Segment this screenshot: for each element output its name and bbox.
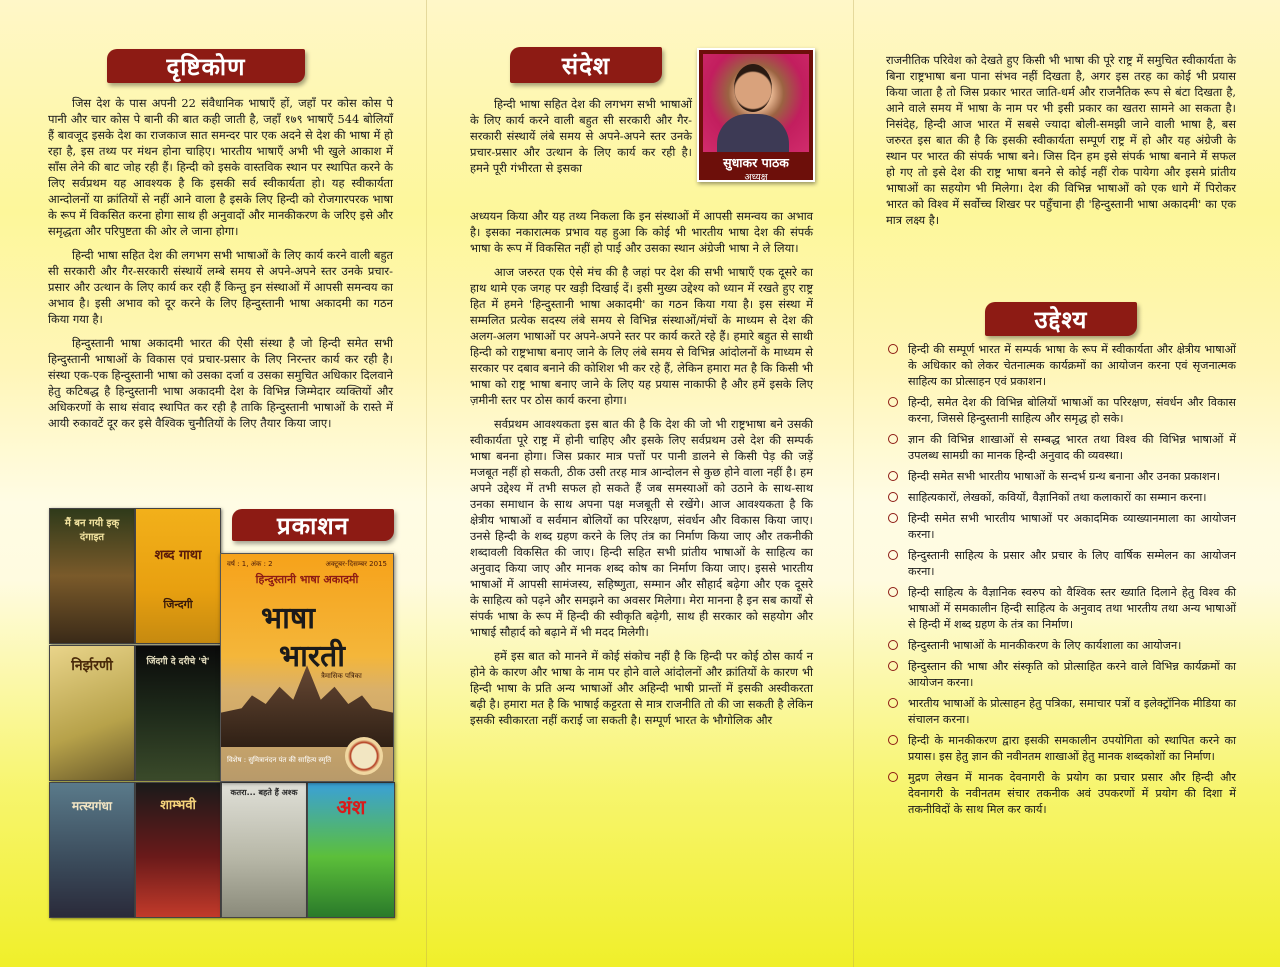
book-title: मैं बन गयी इक् दंगाइत (64, 518, 120, 543)
objective-text: हिन्दी समेत सभी भारतीय भाषाओं के सन्दर्भ ग्रन्थ बनाना और उनका प्रकाशन। (908, 470, 1221, 483)
objective-text: हिन्दी के मानकीकरण द्वारा इसकी समकालीन उपयोगिता को स्थापित करने का प्रयास। इस हेतु ज्ञान की नवीनतम शाखाओं हेतु मानक शब्दकोशों का निर्माण। (908, 734, 1236, 763)
photo-head (734, 64, 772, 112)
objective-text: हिन्दी, समेत देश की विभिन्न बोलियों भाषाओं का परिरक्षण, संवर्धन और विकास करना, जिससे हिन्दुस्तानी साहित्य और समृद्ध हो सके। (908, 396, 1236, 425)
magazine-title-2: भारती (279, 639, 345, 674)
book-cover-5 (49, 782, 135, 918)
message-text (470, 208, 813, 736)
message-paragraph-1: अध्ययन किया और यह तथ्य निकला कि इन संस्थाओं में आपसी समन्वय का अभाव है। इसका नकारात्मक प्रभाव यह हुआ कि कोई भी भारतीय भाषा देश की संपर्क भाषा के रूप में विकसित नहीं हो पाई और उसका स्थान अंग्रेजी भाषा ने ले लिया। (470, 209, 813, 255)
message-paragraph-intro: हिन्दी भाषा सहित देश की लगभग सभी भाषाओं के लिए कार्य करने वाली बहुत सी सरकारी और गैर-सरकारी संस्थायें लंबे समय से अपने-अपने स्तर उनके प्रचार-प्रसार और उत्थान के लिए कार्य कर रही है। हमने पूरी गंभीरता से इसका (470, 97, 692, 175)
bullet-circle-icon (888, 661, 898, 671)
objective-text: भारतीय भाषाओं के प्रोत्साहन हेतु पत्रिका, समाचार पत्रों व इलेक्ट्रॉनिक मीडिया का संचालन करना। (908, 697, 1236, 726)
magazine-cover (220, 553, 394, 782)
message-paragraph-4: हमें इस बात को मानने में कोई संकोच नहीं है कि हिन्दी पर कोई ठोस कार्य न होने के कारण और भाषा के नाम पर होने वाले आंदोलनों और क्रांतियों के कारण भी हिन्दी भाषा के प्रति अन्य भाषाओं और अहिन्दी भाषी प्रान्तों में इसकी अस्वीकरता बढ़ी है। हमारा मत है कि भाषाई कट्टरता से मात्र राजनीति तो की जा सकती है लेकिन इसकी स्वीकारता नहीं कराई जा सकती है। सम्पूर्ण भारत के भौगोलिक और (470, 649, 813, 727)
message-paragraph-3: सर्वप्रथम आवश्यकता इस बात की है कि देश की जो भी राष्ट्रभाषा बने उसकी स्वीकार्यता पूरे राष्ट्र में होनी चाहिए और इसके लिए सर्वप्रथम उसे देश की सम्पर्क भाषा बनना होगा। जिस प्रकार मात्र पत्तों पर पानी डालने से किसी पेड़ की जड़ें मजबूत नहीं हो सकती, ठीक उसी तरह मात्र आन्दोलन से कुछ होने वाला नहीं है। हम अपने उद्देश्य में तभी सफल हो सकते हैं जब समस्याओं को उठाने के साथ-साथ उनका समाधान के साथ अपना पक्ष मजबूती से रखेंगे। आज आवश्यकता है कि क्षेत्रीय भाषाओं व सर्वमान बोलियों का परिरक्षण, संवर्धन और विकास किया जाए। उनसे हिन्दी के शब्द ग्रहण करने के लिए तंत्र का निर्माण किया जाए और तकनीकी शब्दावली विकसित की जाए। हिन्दी सहित सभी प्रांतीय भाषाओं के साहित्य का अनुवाद किया जाए और मानक शब्द कोष का निर्माण किया जाए। इससे भारतीय भाषाओं में आपसी सामंजस्य, सहिष्णुता, सम्मान और सौहार्द बढ़ेगा और एक दूसरे के साहित्य को पढ़ने और समझने का अवसर मिलेगा। मेरा मानना है इन सब कार्यों से संपर्क भाषा के रूप में हिन्दी की स्वीकृति बढ़ेगी, साथ ही सरकार को सहयोग और भाषाई सौहार्द को बढ़ाने में भी मदद मिलेगी। (470, 417, 813, 639)
president-role: अध्यक्ष (744, 172, 768, 183)
book-cover-2 (135, 508, 221, 644)
right-continuation-text (886, 52, 1236, 236)
academy-seal-icon (345, 737, 383, 775)
objective-item (886, 342, 1236, 390)
objective-item (886, 432, 1236, 464)
vision-paragraph-3: हिन्दुस्तानी भाषा अकादमी भारत की ऐसी संस्था है जो हिन्दी समेत सभी हिन्दुस्तानी भाषाओं के विकास एवं प्रचार-प्रसार के लिए निरन्तर कार्य कर रही है। संस्था एक-एक हिन्दुस्तानी भाषा को उसका दर्जा व उसका समुचित अधिकार दिलवाने हेतु कटिबद्ध है हिन्दुस्तानी भाषा अकादमी देश के विभिन्न जिम्मेदार व्यक्तियों और अधिकरणों के साथ संवाद स्थापित कर रही है ताकि हिन्दुस्तानी भाषाओं के रास्ते में आयी रुकावटें दूर कर इसे वैश्विक चुनौतियों के लिए तैयार किया जाए। (48, 336, 393, 430)
magazine-date: अक्टूबर-दिसम्बर 2015 (325, 560, 387, 568)
section-header-objectives (985, 302, 1137, 336)
book-title: मत्स्यगंधा (72, 799, 112, 813)
objective-text: हिन्दी समेत सभी भारतीय भाषाओं पर अकादमिक व्याख्यानमाला का आयोजन करना। (908, 512, 1236, 541)
objective-item (886, 770, 1236, 818)
book-title: शब्द गाथा (154, 548, 202, 563)
book-cover-6 (135, 782, 221, 918)
book-title: निर्झरणी (71, 658, 113, 674)
fold-line-right (853, 0, 854, 967)
vision-text (48, 95, 393, 439)
objective-text: हिन्दुस्तान की भाषा और संस्कृति को प्रोत्साहित करने वाले विभिन्न कार्यक्रमों का आयोजन करना। (908, 660, 1236, 689)
bullet-circle-icon (888, 735, 898, 745)
objective-item (886, 548, 1236, 580)
book-title: जिन्दगी (163, 598, 193, 611)
bullet-circle-icon (888, 397, 898, 407)
magazine-org: हिन्दुस्तानी भाषा अकादमी (255, 573, 359, 586)
objective-item (886, 585, 1236, 633)
vision-paragraph-1: जिस देश के पास अपनी 22 संवैधानिक भाषाएँ हों, जहाँ पर कोस कोस पे पानी और चार कोस पे बानी की बात कही जाती है, जहाँ १७९ भाषाएँ 544 बोलियाँ हैं बावजूद इसके देश का राजकाज सात समन्दर पार एक अदने से देश की भाषा में हो रहा है, इस तथ्य पर मंथन होना चाहिए। भारतीय भाषाएँ अभी भी खुले आकाश में साँस लेने की बाट जोह रही हैं। हिन्दी को इसके वास्तविक स्थान पर स्थापित करने के लिए सर्वप्रथम यह आवश्यक है कि इसकी सर्व स्वीकार्यता हो। यह स्वीकार्यता आन्दोलनों या क्रांतियों से नहीं आने वाला है इसके लिए हिन्दी को रोजगारपरक भाषा के रूप में विकसित करना होगा साथ ही अनुवादों और मानकीकरण के जरिए इसे और समृद्धता और परिपुष्टता की ओर ले जाना होगा। (48, 96, 393, 238)
objective-item (886, 511, 1236, 543)
book-title: कतरा... बहते हैं अश्क (230, 788, 298, 797)
right-paragraph: राजनीतिक परिवेश को देखते हुए किसी भी भाषा की पूरे राष्ट्र में समुचित स्वीकार्यता के बिना राष्ट्रभाषा बना पाना संभव नहीं दिखता है, अगर इस तरह का कोई भी प्रयास किया जाता है तो जिस प्रकार भारत जाति-धर्म और राजनैतिक रूप से बंटा दिखता है, आने वाले समय में भाषा के नाम पर भी इसी प्रकार का खतरा सामने आ सकता है। निसंदेह, हिन्दी आज भारत में सबसे ज्यादा बोली-समझी जाने वाली भाषा है, बस जरुरत इस बात की है कि इसकी स्वीकार्यता सम्पूर्ण राष्ट्र में हो और यह अंग्रेजी के स्थान पर भारत की संपर्क भाषा बने। जिस दिन हम इसे संपर्क भाषा बनाने में सफल हो गए तो इसे देश की राष्ट्र भाषा बनने से कोई नहीं रोक पायेगा और इसमे प्रांतीय भाषाओं का सहयोग भी मिलेगा। देश की विभिन्न भाषाओं को एक धागे में पिरोकर भारत को विश्व में सर्वोच्च शिखर पर पहुँचाना ही 'हिन्दुस्तानी भाषा अकादमी' का एक मात्र लक्ष्य है। (886, 53, 1236, 227)
section-header-objectives-text: उद्देश्य (1034, 305, 1088, 334)
magazine-title-1: भाषा (261, 601, 315, 636)
bullet-circle-icon (888, 698, 898, 708)
bullet-circle-icon (888, 492, 898, 502)
message-intro (470, 96, 692, 176)
magazine-subtitle: त्रैमासिक पत्रिका (321, 672, 362, 680)
bullet-circle-icon (888, 471, 898, 481)
book-title: अंश (336, 795, 366, 819)
bullet-circle-icon (888, 513, 898, 523)
objective-text: हिन्दी की सम्पूर्ण भारत में सम्पर्क भाषा के रूप में स्वीकार्यता और क्षेत्रीय भाषाओं के अधिकार को लेकर चेतनात्मक कार्यक्रमों का आयोजन करना एवं सृजनात्मक साहित्य का प्रोत्साहन एवं प्रकाशन। (908, 343, 1236, 388)
vision-paragraph-2: हिन्दी भाषा सहित देश की लगभग सभी भाषाओं के लिए कार्य करने वाली बहुत सी सरकारी और गैर-सरकारी संस्थायें लम्बे समय से अपने-अपने स्तर उनके प्रचार-प्रसार और उत्थान के लिए कार्य कर रही हैं किन्तु इन संस्थाओं में आपसी समन्वय का अभाव है। इसी अभाव को दूर करने के लिए हिन्दुस्तानी भाषा अकादमी का गठन किया गया है। (48, 248, 393, 326)
book-cover-8 (307, 782, 395, 918)
section-header-publications-text: प्रकाशन (277, 511, 349, 540)
objective-item (886, 490, 1236, 506)
section-header-vision (107, 49, 305, 83)
president-name: सुधाकर पाठक (723, 155, 789, 170)
president-photo (697, 48, 815, 182)
objective-item (886, 659, 1236, 691)
section-header-message-text: संदेश (561, 51, 611, 80)
temple-silhouette (221, 661, 393, 747)
objective-text: हिन्दुस्तानी साहित्य के प्रसार और प्रचार के लिए वार्षिक सम्मेलन का आयोजन करना। (908, 549, 1236, 578)
section-header-publications (232, 509, 394, 541)
objective-item (886, 733, 1236, 765)
objective-item (886, 469, 1236, 485)
book-title: शाम्भवी (160, 798, 196, 813)
section-header-message (510, 47, 662, 83)
objective-text: हिन्दुस्तानी भाषाओं के मानकीकरण के लिए कार्यशाला का आयोजन। (908, 639, 1182, 652)
objective-item (886, 638, 1236, 654)
bullet-circle-icon (888, 344, 898, 354)
message-paragraph-2: आज जरुरत एक ऐसे मंच की है जहां पर देश की सभी भाषाएँ एक दूसरे का हाथ थामे एक जगह पर खड़ी दिखाई दें। इसी मुख्य उद्देश्य को ध्यान में रखते हुए राष्ट्र हित में हमने 'हिन्दुस्तानी भाषा अकादमी' का गठन किया गया है। इस संस्था में सम्मलित प्रत्येक सदस्य लंबे समय से विभिन्न संस्थाओं/मंचों के माध्यम से देश की अलग-अलग भाषाओं पर अपने-अपने स्तर पर कार्य करते रहे हैं। हमारे बहुत से साथी हिन्दी को राष्ट्रभाषा बनाए जाने के लिए लंबे समय से विभिन्न आंदोलनों के माध्यम से सरकार पर दबाव बनाने की कोशिश भी कर रहे हैं, लेकिन हमारा मत है कि किसी भी भाषा को राष्ट्र भाषा बनाए जाने के लिए यह प्रयास नाकाफी है और हमें इसके लिए ज़मीनी स्तर पर ठोस कार्य करना होगा। (470, 265, 813, 407)
magazine-issue: वर्ष : 1, अंक : 2 (227, 560, 273, 568)
objective-item (886, 395, 1236, 427)
book-cover-3 (49, 645, 135, 781)
objective-text: ज्ञान की विभिन्न शाखाओं से सम्बद्ध भारत तथा विश्व की विभिन्न भाषाओं में उपलब्ध सामग्री का मानक हिन्दी अनुवाद की व्यवस्था। (908, 433, 1236, 462)
section-header-vision-text: दृष्टिकोण (166, 52, 246, 81)
bullet-circle-icon (888, 772, 898, 782)
objective-text: हिन्दी साहित्य के वैज्ञानिक स्वरुप को वैश्विक स्तर ख्याति दिलाने हेतु विश्व की भाषाओं में समकालीन हिन्दी साहित्य के अनुवाद तथा भारतीय तथा अन्य भाषाओं से हिन्दी में शब्द ग्रहण के तंत्र का निर्माण। (908, 586, 1236, 631)
book-cover-1 (49, 508, 135, 644)
objectives-list (886, 342, 1236, 823)
objective-text: साहित्यकारों, लेखकों, कवियों, वैज्ञानिकों तथा कलाकारों का सम्मान करना। (908, 491, 1207, 504)
fold-line-left (426, 0, 427, 967)
bullet-circle-icon (888, 550, 898, 560)
magazine-footer: विशेष : सुमित्रानंदन पंत की साहित्य स्मृति (227, 756, 332, 764)
bullet-circle-icon (888, 640, 898, 650)
book-cover-7 (221, 782, 307, 918)
objective-item (886, 696, 1236, 728)
book-title: जिंदगी दे दरीचे 'चे' (146, 657, 210, 667)
bullet-circle-icon (888, 587, 898, 597)
objective-text: मुद्रण लेखन में मानक देवनागरी के प्रयोग का प्रचार प्रसार और हिन्दी और देवनागरी के नवीनतम संचार तकनीक अवं उपकरणों में प्रयोग की दिशा में तकनीविदों के साथ मिल कर कार्य। (908, 771, 1236, 816)
bullet-circle-icon (888, 434, 898, 444)
book-cover-4 (135, 645, 221, 781)
